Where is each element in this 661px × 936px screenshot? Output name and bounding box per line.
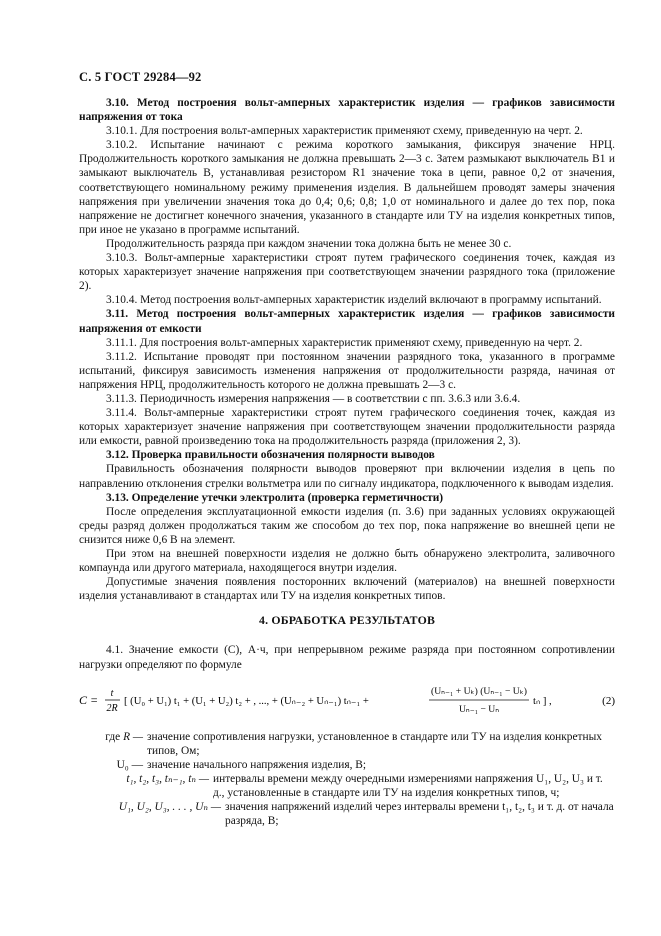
formula-2 <box>79 680 615 724</box>
formula-svg <box>79 680 615 724</box>
paragraph-3-10-3: 3.10.3. Вольт-амперные характеристики строят путем графического соединения точек, каждая из которых характеризует значение напряжения при соответствующем значении разрядного тока (приложение 2). <box>79 252 615 293</box>
paragraph-3-10-4: 3.10.4. Метод построения вольт-амперных характеристик изделий включают в программу испытаний. <box>106 294 602 307</box>
paragraph-3-13-c: Допустимые значения появления посторонних включений (материалов) на внешней поверхности изделия устанавливают в стандартах или ТУ на изделия конкретных типов. <box>79 576 615 603</box>
definition-U <box>79 800 615 828</box>
document-body <box>79 96 615 828</box>
formula-number: (2) <box>602 694 615 707</box>
paragraph-3-11-4: 3.11.4. Вольт-амперные характеристики строят путем графического соединения точек, каждая из которых характеризует значение напряжения при соответствующем значении продолжительности разряда или емкости, равной произведению тока на продолжительность разряда (приложения 2, 3). <box>79 407 615 448</box>
section-3-11-heading: 3.11. Метод построения вольт-амперных характеристик изделия — графиков зависимости напряжения от емкости <box>79 308 615 335</box>
definition-U-symbol: U₁, U₂, U₃, . . . , Uₙ — <box>118 801 221 814</box>
paragraph-3-10-2: 3.10.2. Испытание начинают с режима короткого замыкания, фиксируя значение НРЦ. Продолжительность короткого замыкания не должна превышать 2—3 с. Затем размыкают выключатель B1 и замыкают выключатель B, устанавливая резистором R1 значение тока в цепи, равное 0,2 от значения, соответствующего номинальному режиму применения изделия. В дальнейшем проводят замеры значения напряжения при увеличении значения тока до 0,4; 0,6; 0,8; 1,0 от номинального и далее до тех пор, пока напряжение не достигнет конечного значения, указанного в стандарте или ТУ на изделия конкретных типов, при иное не указано в программе испытаний. <box>79 139 615 236</box>
formula-tail: tₙ ] , <box>533 695 552 707</box>
section-4-heading: 4. ОБРАБОТКА РЕЗУЛЬТАТОВ <box>258 613 436 628</box>
paragraph-3-11-3: 3.11.3. Периодичность измерения напряжения — в соответствии с пп. 3.6.3 или 3.6.4. <box>106 392 521 405</box>
definition-R-symbol: R — <box>123 730 143 743</box>
section-3-13-heading: 3.13. Определение утечки электролита (проверка герметичности) <box>106 491 444 504</box>
paragraph-3-11-2: 3.11.2. Испытание проводят при постоянном значении разрядного тока, указанного в программе испытаний, фиксируя зависимость изменения напряжения от продолжительности разряда, начиная от напряжения НРЦ, продолжительность которого не должна превышать 2—3 с. <box>79 350 615 391</box>
paragraph-3-10-1: 3.10.1. Для построения вольт-амперных характеристик применяют схему, приведенную на черт. 2. <box>106 125 583 138</box>
formula-big-num: (Uₙ₋₁ + Uₖ) (Uₙ₋₁ − Uₖ) <box>431 685 527 697</box>
page-header: С. 5 ГОСТ 29284—92 <box>79 70 202 84</box>
paragraph-3-13-b: При этом на внешней поверхности изделия не должно быть обнаружено электролита, заливочного компаунда или другого материала, находящегося внутри изделия. <box>79 548 615 575</box>
definition-U0-text: значение начального напряжения изделия, В; <box>147 758 367 771</box>
definition-intro: где <box>105 730 121 743</box>
definition-U-text: значения напряжений изделий через интервалы времени t₁, t₂, t₃ и т. д. от начала разряда, В; <box>225 801 614 828</box>
paragraph-4-1: 4.1. Значение емкости (C), А·ч, при непрерывном режиме разряда при постоянном сопротивлении нагрузки определяют по формуле <box>79 644 615 671</box>
formula-frac-den: 2R <box>106 702 118 714</box>
definition-U0 <box>79 758 615 772</box>
definition-U0-symbol: U₀ — <box>116 758 143 771</box>
paragraph-3-13-a: После определения эксплуатационной емкости изделия (п. 3.6) при заданных условиях окружающей среды разряд должен продолжаться таким же способом до тех пор, пока напряжение во внешней цепи не снизится ниже 0,6 В на элемент. <box>79 505 615 546</box>
paragraph-3-11-1: 3.11.1. Для построения вольт-амперных характеристик применяют схему, приведенную на черт. 2. <box>106 336 583 349</box>
definition-t-symbol: t₁, t₂, t₃, tₙ₋₁, tₙ — <box>126 772 209 785</box>
paragraph-duration: Продолжительность разряда при каждом значении тока должна быть не менее 30 с. <box>106 237 512 250</box>
definition-R-text: значение сопротивления нагрузки, установленное в стандарте или ТУ на изделия конкретных типов, Ом; <box>147 730 602 757</box>
formula-big-den: Uₙ₋₁ − Uₙ <box>458 703 500 715</box>
definition-R <box>79 730 615 758</box>
definition-t-text: интервалы времени между очередными измерениями напряжения U₁, U₂, U₃ и т. д., установленные в стандарте или ТУ на изделия конкретных типов, ч; <box>213 772 603 800</box>
section-3-12-heading: 3.12. Проверка правильности обозначения полярности выводов <box>106 449 435 462</box>
paragraph-3-12: Правильность обозначения полярности выводов проверяют при включении изделия в цепь по направлению отклонения стрелки вольтметра или по сигналу индикатора, подключенного к выводам изделия. <box>79 463 615 490</box>
formula-lhs: C = <box>79 692 99 707</box>
definition-intro-sym <box>79 730 143 744</box>
formula-frac-num: t <box>110 687 114 699</box>
formula-body: [ (U₀ + U₁) t₁ + (U₁ + U₂) t₂ + , ..., + (Uₙ₋₂ + Uₙ₋₁) tₙ₋₁ + <box>124 695 369 707</box>
section-3-10-heading: 3.10. Метод построения вольт-амперных характеристик изделия — графиков зависимости напряжения от тока <box>79 97 615 124</box>
definitions-list <box>79 730 615 829</box>
definition-t <box>79 772 615 800</box>
